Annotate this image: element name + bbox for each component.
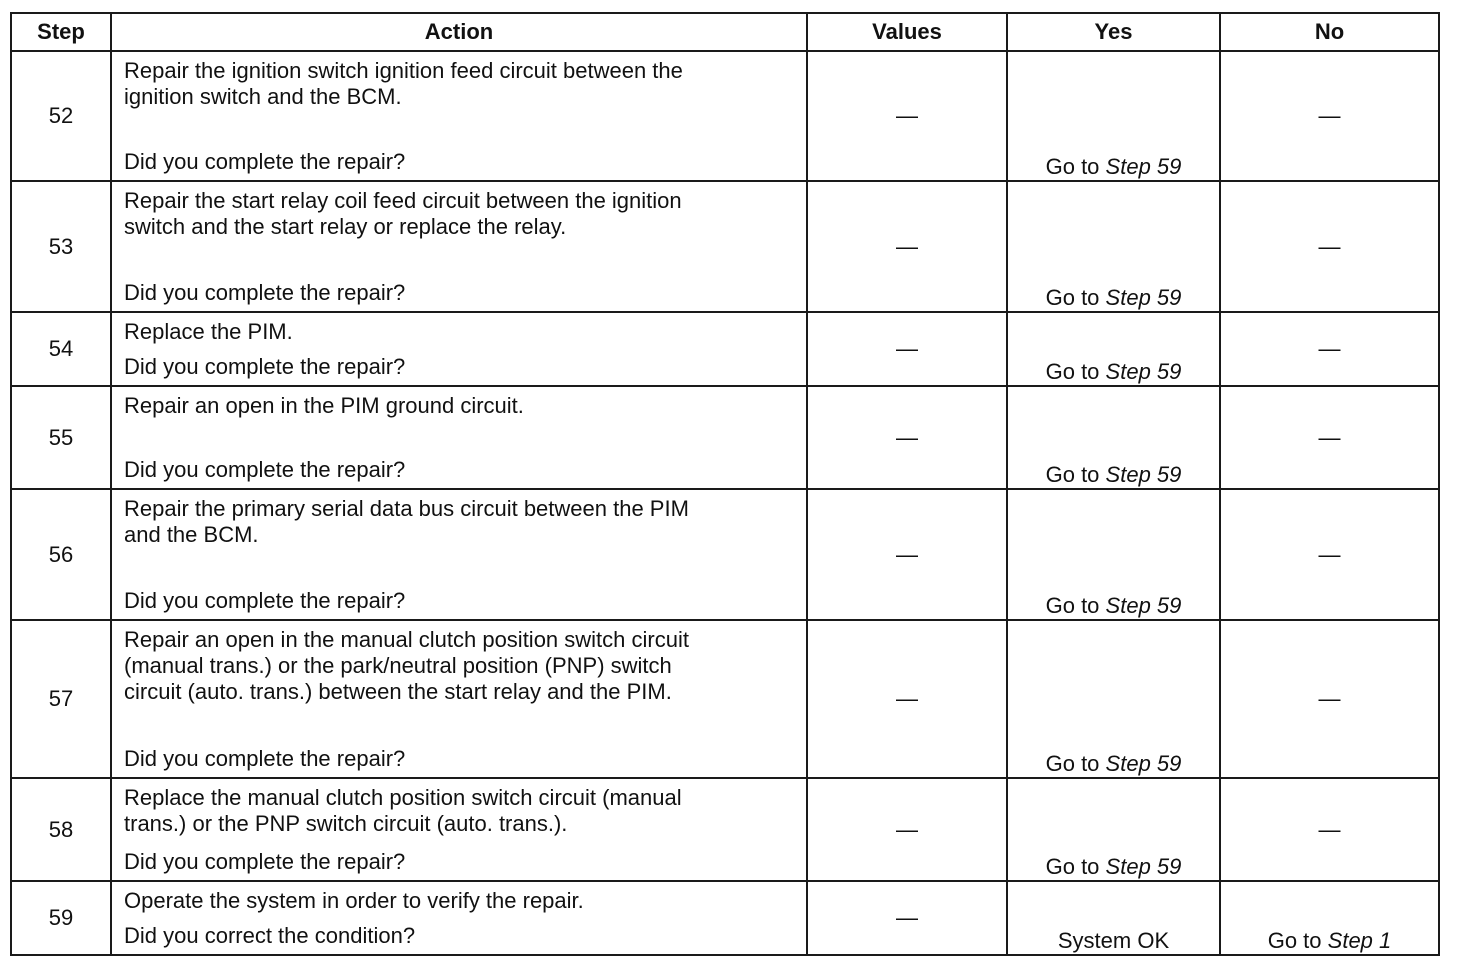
- table-row: [11, 881, 1439, 955]
- table-row: [11, 778, 1439, 881]
- values-cell: [807, 778, 1007, 881]
- action-content: [112, 882, 806, 954]
- yes-step-link[interactable]: Step 59: [1105, 359, 1182, 384]
- action-cell: [111, 312, 807, 386]
- yes-text: Go to: [1045, 854, 1100, 879]
- action-question: Did you complete the repair?: [124, 746, 406, 771]
- values-cell: [807, 181, 1007, 312]
- header-row: [11, 13, 1439, 51]
- yes-text: Go to: [1045, 285, 1100, 310]
- values-cell: [807, 51, 1007, 181]
- values-dash: —: [896, 424, 918, 450]
- yes-text: Go to: [1045, 359, 1100, 384]
- action-question: Did you correct the condition?: [124, 923, 416, 948]
- yes-step-link[interactable]: Step 59: [1105, 751, 1182, 776]
- yes-text: Go to: [1045, 462, 1100, 487]
- no-dash: —: [1318, 103, 1341, 128]
- action-content: [112, 182, 806, 311]
- action-question: Did you complete the repair?: [124, 457, 406, 482]
- yes-step-link[interactable]: Step 59: [1105, 154, 1182, 179]
- action-text: Replace the PIM.: [124, 319, 293, 344]
- no-cell: [1220, 489, 1439, 620]
- table-row: [11, 181, 1439, 312]
- values-dash: —: [896, 233, 918, 259]
- no-cell: [1220, 51, 1439, 181]
- action-question: Did you complete the repair?: [124, 354, 406, 379]
- action-cell: [111, 386, 807, 489]
- values-cell: [807, 312, 1007, 386]
- table-row: [11, 51, 1439, 181]
- no-dash: —: [1318, 233, 1341, 259]
- values-dash: —: [896, 336, 918, 361]
- no-cell: [1220, 312, 1439, 386]
- action-content: [112, 313, 806, 385]
- step-number: 54: [11, 312, 111, 386]
- action-text: Replace the manual clutch position switch circuit (manual trans.) or the PNP switch circuit (auto. trans.).: [124, 785, 682, 836]
- yes-cell: [1007, 489, 1220, 620]
- no-text: Go to: [1267, 928, 1322, 953]
- yes-step-link[interactable]: Step 59: [1105, 462, 1182, 487]
- header-values: Values: [807, 13, 1007, 51]
- action-text: Repair an open in the manual clutch position switch circuit (manual trans.) or the park/neutral position (PNP) switch circuit (auto. trans.) between the start relay and the PIM.: [124, 627, 689, 704]
- header-no: No: [1220, 13, 1439, 51]
- yes-step-link[interactable]: Step 59: [1105, 854, 1182, 879]
- step-number: 55: [11, 386, 111, 489]
- step-number: 56: [11, 489, 111, 620]
- action-content: [112, 387, 806, 488]
- action-text: Repair the ignition switch ignition feed circuit between the ignition switch and the BCM.: [124, 58, 683, 109]
- no-cell: [1220, 181, 1439, 312]
- yes-text: Go to: [1045, 751, 1100, 776]
- values-dash: —: [896, 541, 918, 567]
- action-content: [112, 621, 806, 777]
- no-dash: —: [1318, 424, 1341, 450]
- yes-cell: [1007, 881, 1220, 955]
- action-content: [112, 52, 806, 180]
- table-body: [11, 51, 1439, 955]
- header-yes: Yes: [1007, 13, 1220, 51]
- table-row: [11, 312, 1439, 386]
- no-cell: [1220, 620, 1439, 778]
- action-content: [112, 779, 806, 880]
- values-dash: —: [896, 905, 918, 930]
- yes-cell: [1007, 778, 1220, 881]
- no-dash: —: [1318, 816, 1341, 842]
- action-question: Did you complete the repair?: [124, 849, 406, 874]
- yes-text: Go to: [1045, 593, 1100, 618]
- action-question: Did you complete the repair?: [124, 149, 406, 174]
- diagnostic-table: [10, 12, 1440, 956]
- table-row: [11, 489, 1439, 620]
- yes-cell: [1007, 620, 1220, 778]
- action-text: Operate the system in order to verify the repair.: [124, 888, 584, 913]
- no-dash: —: [1318, 336, 1341, 361]
- no-cell: [1220, 386, 1439, 489]
- values-dash: —: [896, 103, 918, 128]
- action-cell: [111, 51, 807, 181]
- action-content: [112, 490, 806, 619]
- step-number: 59: [11, 881, 111, 955]
- step-number: 53: [11, 181, 111, 312]
- no-cell: [1220, 778, 1439, 881]
- no-dash: —: [1318, 541, 1341, 567]
- values-cell: [807, 620, 1007, 778]
- yes-text: Go to: [1045, 154, 1100, 179]
- action-text: Repair the primary serial data bus circuit between the PIM and the BCM.: [124, 496, 689, 547]
- action-cell: [111, 181, 807, 312]
- step-number: 58: [11, 778, 111, 881]
- action-text: Repair the start relay coil feed circuit between the ignition switch and the start relay or replace the relay.: [124, 188, 682, 239]
- action-text: Repair an open in the PIM ground circuit.: [124, 393, 524, 418]
- yes-text: System OK: [1057, 928, 1170, 953]
- table-row: [11, 620, 1439, 778]
- header-action: Action: [111, 13, 807, 51]
- yes-step-link[interactable]: Step 59: [1105, 593, 1182, 618]
- action-cell: [111, 778, 807, 881]
- step-number: 52: [11, 51, 111, 181]
- no-step-link[interactable]: Step 1: [1327, 928, 1392, 953]
- yes-step-link[interactable]: Step 59: [1105, 285, 1182, 310]
- values-cell: [807, 881, 1007, 955]
- action-cell: [111, 620, 807, 778]
- values-dash: —: [896, 816, 918, 842]
- yes-cell: [1007, 386, 1220, 489]
- values-cell: [807, 386, 1007, 489]
- action-question: Did you complete the repair?: [124, 280, 406, 305]
- action-question: Did you complete the repair?: [124, 588, 406, 613]
- table-row: [11, 386, 1439, 489]
- yes-cell: [1007, 312, 1220, 386]
- no-dash: —: [1318, 686, 1341, 711]
- no-cell: [1220, 881, 1439, 955]
- action-cell: [111, 881, 807, 955]
- action-cell: [111, 489, 807, 620]
- header-step: Step: [11, 13, 111, 51]
- step-number: 57: [11, 620, 111, 778]
- values-cell: [807, 489, 1007, 620]
- yes-cell: [1007, 181, 1220, 312]
- values-dash: —: [896, 686, 918, 711]
- yes-cell: [1007, 51, 1220, 181]
